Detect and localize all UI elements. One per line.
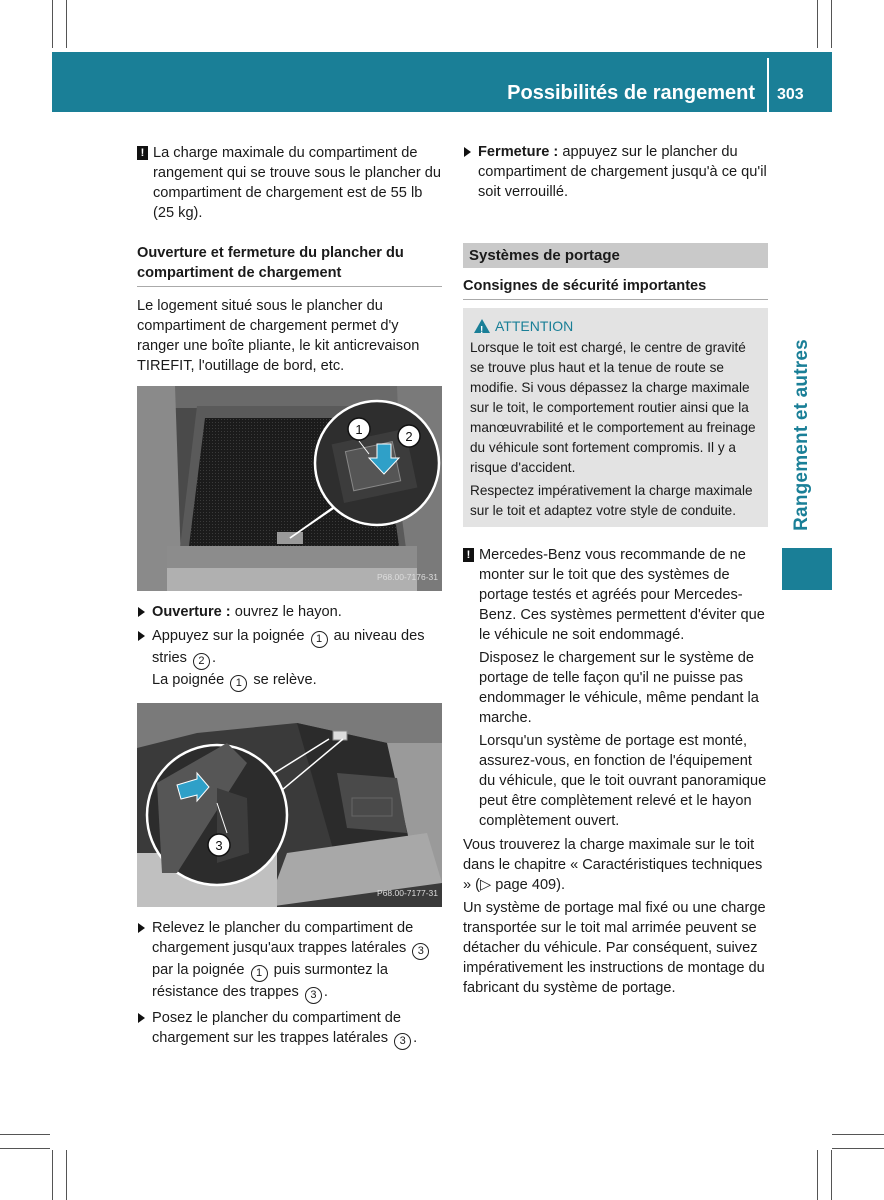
attention-title: [470, 316, 762, 336]
step-press-handle: [137, 626, 442, 692]
step-text: Relevez le plancher du compartiment de chargement jusqu'aux trappes latérales: [152, 920, 414, 956]
bullet-arrow-icon: [138, 631, 145, 641]
step-lay-floor: [137, 1008, 442, 1050]
crop-mark: [831, 1150, 832, 1200]
figure2-callout-3: 3: [215, 838, 223, 853]
step-text: au niveau des stries: [152, 628, 425, 666]
note-text: Disposez le chargement sur le système de portage de telle façon qu'il ne puisse pas endommager le véhicule, même pendant la marche.: [479, 650, 759, 726]
step-label: Fermeture :: [478, 144, 559, 160]
right-column: [463, 142, 768, 998]
crop-mark: [0, 1134, 50, 1135]
step-label: Ouverture :: [152, 604, 231, 620]
figure-code: P68.00-7177-31: [377, 888, 438, 898]
step-text: .: [413, 1030, 418, 1046]
material-damage-note: [463, 545, 768, 831]
step-text: Posez le plancher du compartiment de chargement sur les trappes latérales: [152, 1010, 402, 1046]
step-raise-floor: [137, 918, 442, 1004]
attention-text: Respectez impérativement la charge maximale sur le toit et adaptez votre style de conduite.: [470, 483, 753, 518]
exclamation-icon: !: [463, 548, 474, 562]
bullet-arrow-icon: [138, 607, 145, 617]
attention-box: [463, 308, 768, 527]
page-number: 303: [777, 86, 804, 103]
left-column: [137, 143, 442, 1050]
warning-triangle-icon: [474, 319, 490, 333]
figure1-callout-1: 1: [355, 422, 363, 437]
crop-mark: [832, 1148, 884, 1149]
step-closing: [463, 142, 768, 202]
bullet-arrow-icon: [138, 1013, 145, 1023]
figure-code: P68.00-7176-31: [377, 572, 438, 582]
intro-paragraph: Le logement situé sous le plancher du compartiment de chargement permet d'y ranger une boîte pliante, le kit anticrevaison TIREFIT, l'outillage de bord, etc.: [137, 298, 420, 374]
attention-label: ATTENTION: [495, 318, 574, 334]
crop-mark: [0, 1148, 50, 1149]
material-damage-note: [137, 143, 442, 223]
exclamation-icon: !: [137, 146, 148, 160]
callout-number: 1: [251, 965, 268, 982]
crop-mark: [831, 0, 832, 48]
subsection-heading: Consignes de sécurité importantes: [463, 276, 768, 300]
chapter-side-tab: [782, 320, 822, 550]
callout-number: 1: [311, 631, 328, 648]
callout-number: 2: [193, 653, 210, 670]
bullet-arrow-icon: [464, 147, 471, 157]
crop-mark: [66, 0, 67, 48]
crop-mark: [52, 1150, 53, 1200]
cargo-floor-side-flaps-illustration-icon: [137, 703, 442, 907]
section-title: Systèmes de portage: [463, 243, 768, 268]
crop-mark: [66, 1150, 67, 1200]
step-text: .: [211, 650, 216, 666]
chapter-side-tab-label: Rangement et autres: [791, 339, 812, 531]
bullet-arrow-icon: [138, 923, 145, 933]
body-paragraph: Un système de portage mal fixé ou une charge transportée sur le toit mal arrimée peuvent se détacher du véhicule. Par conséquent, suivez impérativement les instructions de montage du fabricant du système de portage.: [463, 900, 766, 996]
cargo-floor-handle-illustration-icon: [137, 386, 442, 591]
page-header: [52, 52, 832, 112]
header-divider: [767, 58, 769, 112]
step-text: .: [323, 984, 328, 1000]
step-text: appuyez sur le plancher du compartiment de chargement jusqu'à ce qu'il soit verrouillé.: [478, 144, 767, 200]
crop-mark: [817, 1150, 818, 1200]
crop-mark: [832, 1134, 884, 1135]
callout-number: 1: [230, 675, 247, 692]
step-text: par la poignée: [152, 962, 245, 978]
note-text: Mercedes-Benz vous recommande de ne monter sur le toit que des systèmes de portage testés et agréés pour Mercedes-Benz. Ces systèmes permettent d'éviter que le véhicule ne soit endommagé.: [479, 547, 765, 643]
step-result: se relève.: [253, 672, 317, 688]
page-title: Possibilités de rangement: [507, 82, 755, 104]
section-heading: Ouverture et fermeture du plancher du compartiment de chargement: [137, 243, 442, 287]
body-paragraph: Vous trouverez la charge maximale sur le toit dans le chapitre « Caractéristiques techniques » (▷ page 409).: [463, 837, 763, 893]
chapter-side-tab-marker: [782, 548, 832, 590]
step-opening: [137, 602, 442, 622]
figure-cargo-floor-handle: [137, 386, 442, 591]
step-text: Appuyez sur la poignée: [152, 628, 305, 644]
figure1-callout-2: 2: [405, 429, 413, 444]
attention-text: Lorsque le toit est chargé, le centre de gravité se trouve plus haut et la tenue de route se modifie. Si vous dépassez la charge maximale sur le toit, le comportement routier ainsi que la manœuvrabilité et le comportement au freinage du véhicule sont fortement compromis. Il y a risque d'accident.: [470, 340, 756, 475]
figure-cargo-floor-side-flaps: [137, 703, 442, 907]
callout-number: 3: [394, 1033, 411, 1050]
step-text: ouvrez le hayon.: [234, 604, 342, 620]
callout-number: 3: [305, 987, 322, 1004]
callout-number: 3: [412, 943, 429, 960]
crop-mark: [52, 0, 53, 48]
crop-mark: [817, 0, 818, 48]
material-damage-text: La charge maximale du compartiment de rangement qui se trouve sous le plancher du compartiment de chargement est de 55 lb (25 kg).: [153, 145, 441, 221]
step-text: puis surmontez la résistance des trappes: [152, 962, 389, 1000]
step-result: La poignée: [152, 672, 225, 688]
note-text: Lorsqu'un système de portage est monté, assurez-vous, en fonction de l'équipement du véhicule, que le toit ouvrant panoramique peut être complètement relevé et le hayon complètement ouvert.: [479, 733, 767, 829]
